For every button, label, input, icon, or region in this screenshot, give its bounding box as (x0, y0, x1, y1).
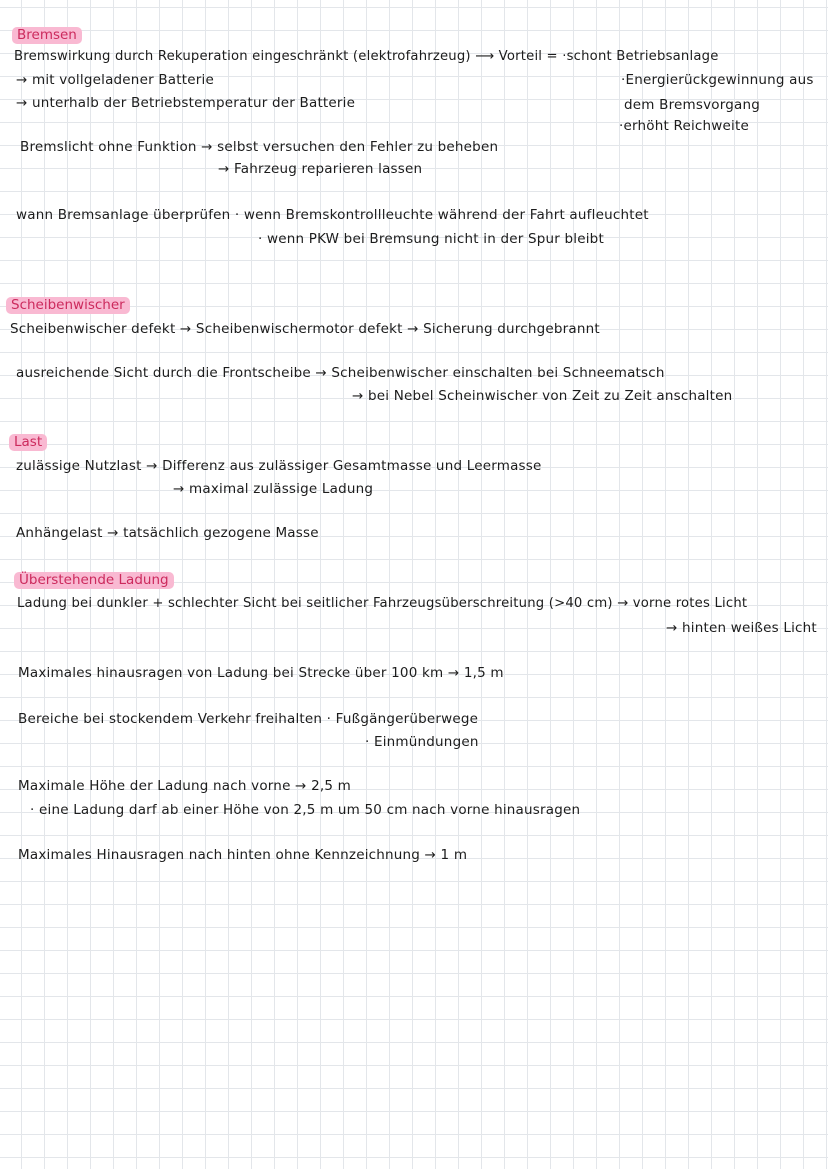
last-line: zulässige Nutzlast → Differenz aus zulässiger Gesamtmasse und Leermasse (16, 458, 542, 474)
scheibenwischer-line: → bei Nebel Scheinwischer von Zeit zu Zeit anschalten (352, 388, 733, 404)
ladung-line: Maximale Höhe der Ladung nach vorne → 2,5 m (18, 778, 351, 794)
ladung-line: Bereiche bei stockendem Verkehr freihalten · Fußgängerüberwege (18, 711, 479, 727)
heading-ueberstehende-ladung: Überstehende Ladung (14, 572, 174, 589)
heading-scheibenwischer: Scheibenwischer (6, 297, 130, 314)
bremsen-line: Bremswirkung durch Rekuperation eingeschränkt (elektrofahrzeug) ⟶ Vorteil = ·schont Betriebsanlage (14, 49, 719, 64)
last-line: → maximal zulässige Ladung (173, 481, 374, 497)
bremsen-line: → unterhalb der Betriebstemperatur der Batterie (16, 95, 356, 111)
ladung-line: · Einmündungen (365, 734, 479, 750)
ladung-line: Maximales hinausragen von Ladung bei Strecke über 100 km → 1,5 m (18, 665, 504, 681)
bremsen-line: → Fahrzeug reparieren lassen (218, 161, 423, 177)
heading-last: Last (9, 434, 47, 451)
ladung-line: · eine Ladung darf ab einer Höhe von 2,5 m um 50 cm nach vorne hinausragen (30, 802, 581, 818)
bremsen-line: ·Energierückgewinnung aus (621, 72, 814, 88)
bremsen-line: · wenn PKW bei Bremsung nicht in der Spur bleibt (258, 231, 604, 247)
bremsen-line: wann Bremsanlage überprüfen · wenn Bremskontrollleuchte während der Fahrt aufleuchtet (16, 207, 649, 223)
bremsen-line: → mit vollgeladener Batterie (16, 72, 214, 88)
bremsen-line: ·erhöht Reichweite (619, 118, 749, 134)
scheibenwischer-line: ausreichende Sicht durch die Frontscheibe → Scheibenwischer einschalten bei Schneematsch (16, 365, 665, 381)
heading-bremsen: Bremsen (12, 27, 82, 44)
ladung-line: Ladung bei dunkler + schlechter Sicht bei seitlicher Fahrzeugsüberschreitung (>40 cm) → vorne rotes Licht (17, 596, 748, 611)
ladung-line: Maximales Hinausragen nach hinten ohne Kennzeichnung → 1 m (18, 847, 468, 863)
bremsen-line: Bremslicht ohne Funktion → selbst versuchen den Fehler zu beheben (20, 139, 499, 155)
scheibenwischer-line: Scheibenwischer defekt → Scheibenwischermotor defekt → Sicherung durchgebrannt (10, 321, 600, 337)
last-line: Anhängelast → tatsächlich gezogene Masse (16, 525, 319, 541)
ladung-line: → hinten weißes Licht (666, 620, 817, 636)
bremsen-line: dem Bremsvorgang (624, 97, 761, 113)
